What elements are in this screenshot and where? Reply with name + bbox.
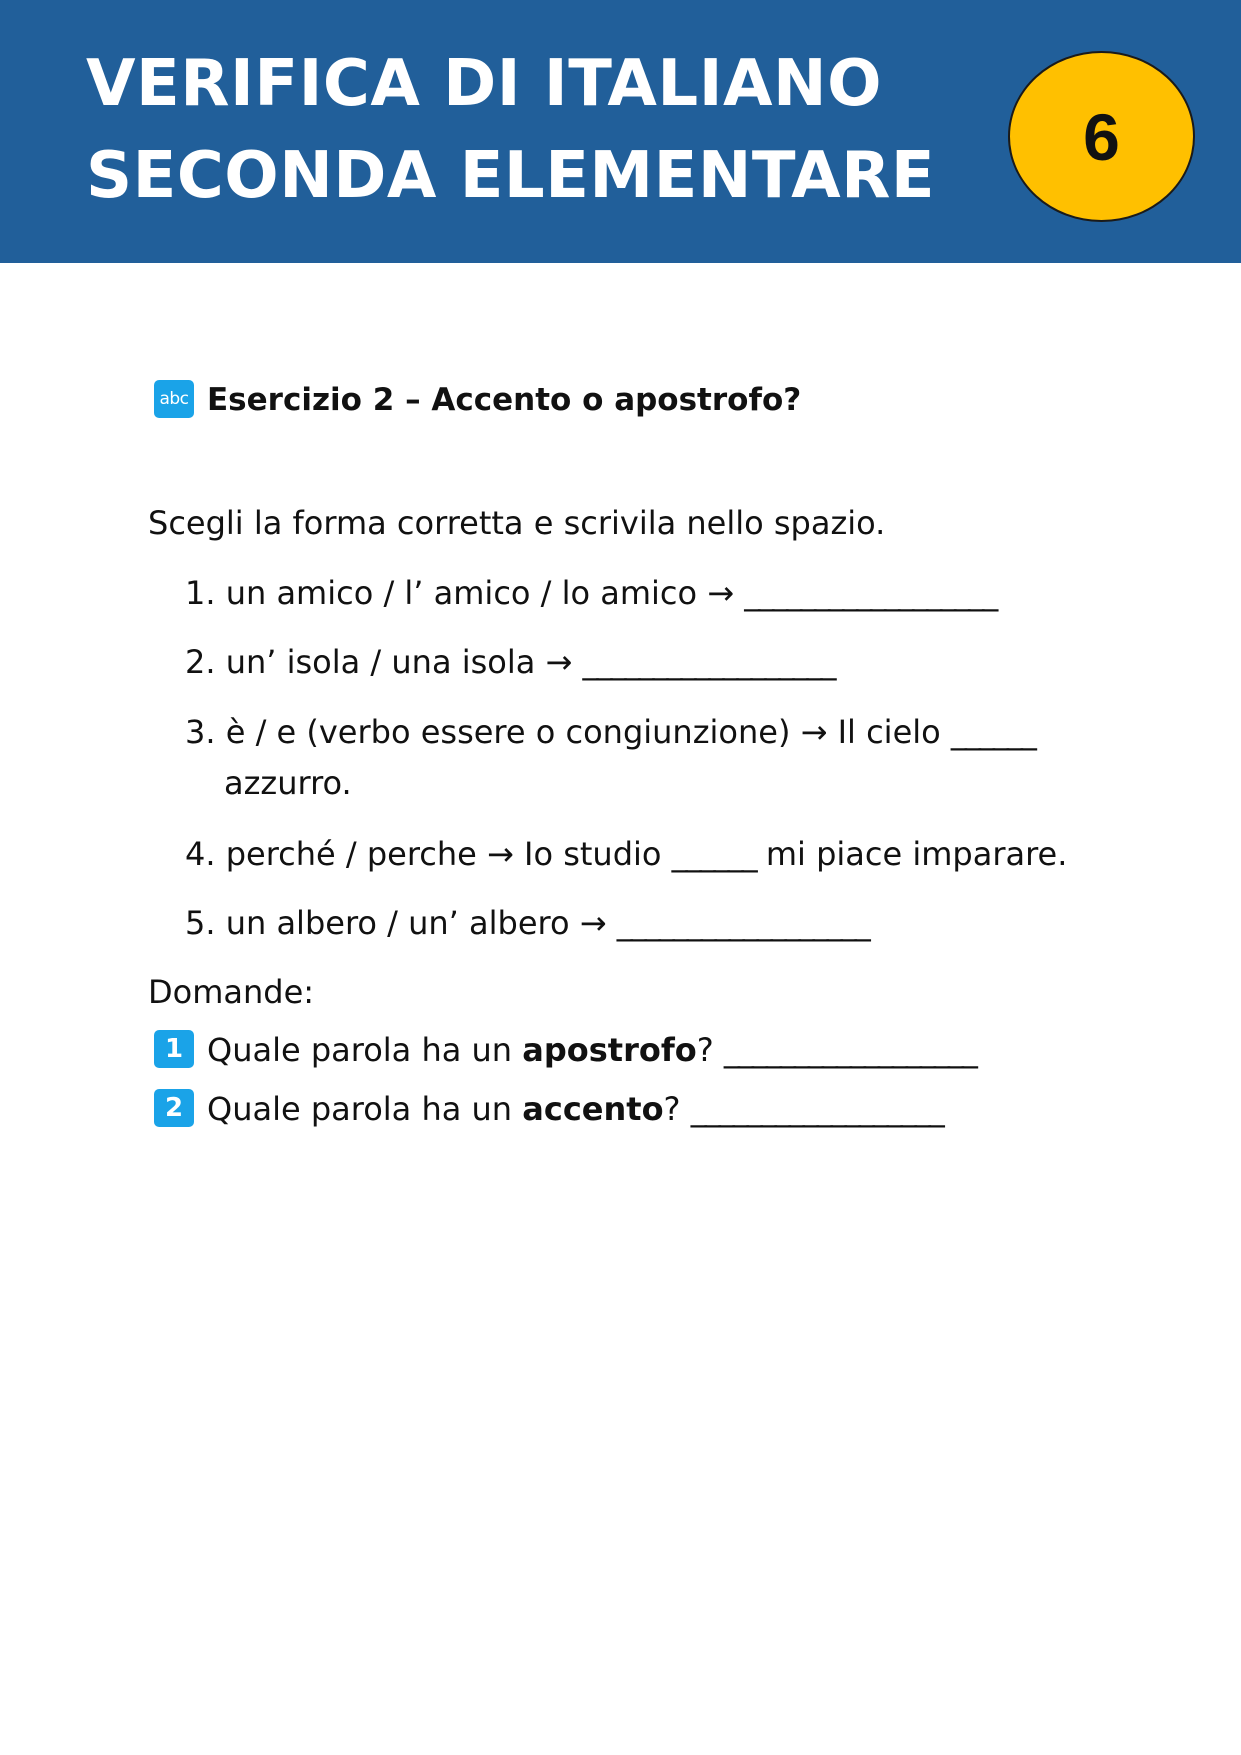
item-text-after: mi piace imparare. [755,835,1068,873]
title-line-1: VERIFICA DI ITALIANO [86,47,882,121]
item-text: un amico / l’ amico / lo amico → [225,574,745,612]
item-number: 5. [185,904,216,942]
question-text: Quale parola ha un [207,1031,523,1069]
question-text: Quale parola ha un [207,1090,523,1128]
list-item [185,834,1067,874]
answer-blank[interactable]: __________________ [582,643,835,681]
question-item [207,1030,976,1070]
list-item [185,573,996,613]
item-number: 4. [185,835,216,873]
grade-badge: 6 [1008,51,1195,222]
title-line-2: SECONDA ELEMENTARE [86,139,936,213]
question-mark: ? [663,1090,691,1128]
abc-icon: abc [154,380,194,418]
item-text: un albero / un’ albero → [225,904,617,942]
questions-heading: Domande: [148,973,315,1011]
keycap-two-icon: 2 [154,1089,194,1127]
item-number: 2. [185,643,216,681]
answer-blank[interactable]: __________________ [690,1090,943,1128]
header-banner [0,0,1241,263]
exercise-instruction: Scegli la forma corretta e scrivila nello spazio. [148,504,886,542]
keycap-one-icon: 1 [154,1030,194,1068]
item-text: un’ isola / una isola → [225,643,583,681]
item-number: 3. [185,713,216,751]
question-keyword: apostrofo [522,1031,697,1069]
item-text: è / e (verbo essere o congiunzione) → Il cielo [225,713,951,751]
list-item [185,712,1035,752]
question-item [207,1089,943,1129]
item-continuation: azzurro. [224,764,352,802]
answer-blank[interactable]: ______ [671,835,756,873]
exercise-title: Esercizio 2 – Accento o apostrofo? [207,382,802,418]
item-number: 1. [185,574,216,612]
question-mark: ? [696,1031,724,1069]
answer-blank[interactable]: __________________ [744,574,997,612]
item-text: perché / perche → Io studio [225,835,672,873]
list-item [185,642,835,682]
answer-blank[interactable]: __________________ [723,1031,976,1069]
list-item [185,903,869,943]
question-keyword: accento [522,1090,664,1128]
answer-blank[interactable]: __________________ [616,904,869,942]
answer-blank[interactable]: ______ [950,713,1035,751]
page-title [86,38,935,222]
